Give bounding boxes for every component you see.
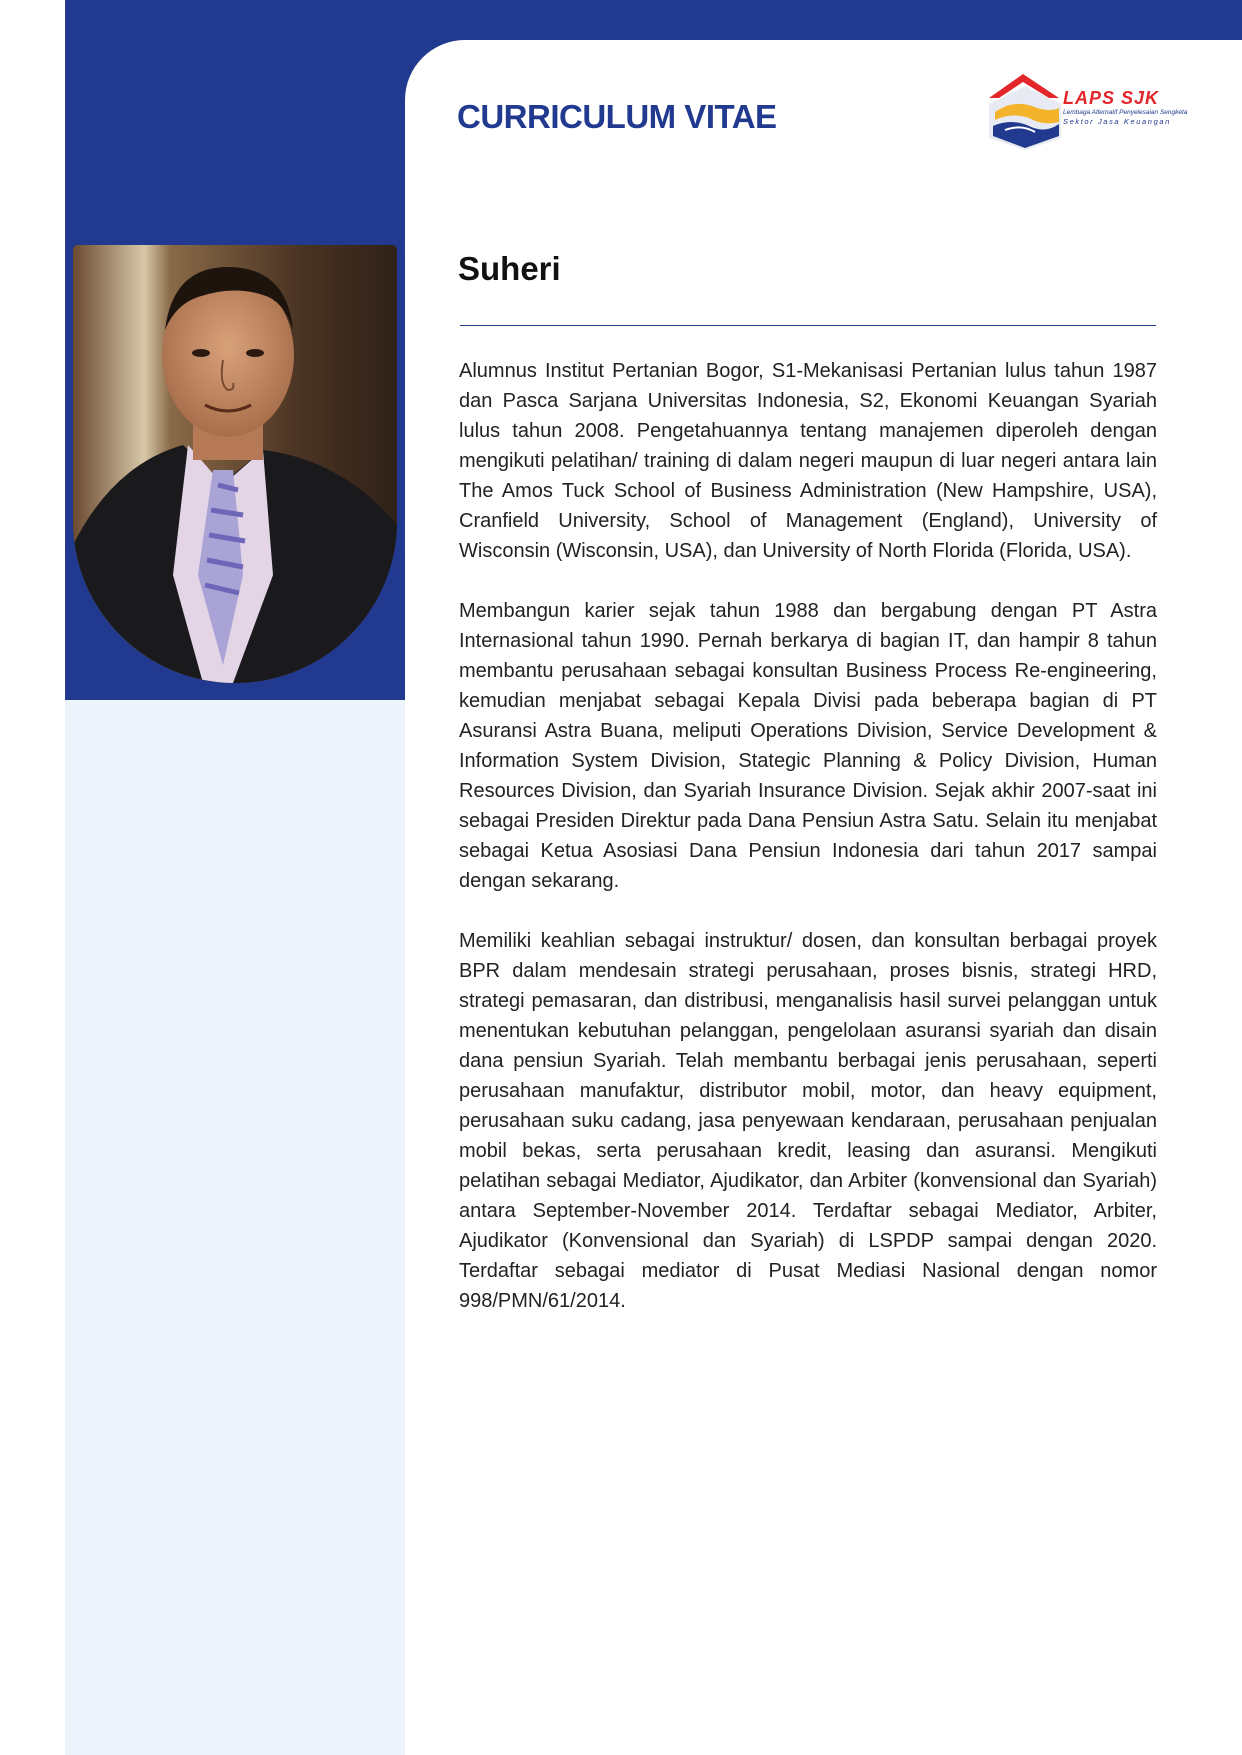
page-title: CURRICULUM VITAE	[457, 98, 777, 135]
biography	[459, 356, 1157, 1346]
left-margin-panel	[0, 0, 65, 1755]
sidebar-pale-band	[65, 700, 405, 1755]
bio-paragraph-expertise: Memiliki keahlian sebagai instruktur/ dosen, dan konsultan berbagai proyek BPR dalam mendesain strategi perusahaan, proses bisnis, strategi HRD, strategi pemasaran, dan distribusi, menganalisis hasil survei pelanggan untuk menentukan kebutuhan pelanggan, pengelolaan asuransi syariah dan disain dana pensiun Syariah. Telah membantu berbagai jenis perusahaan, seperti perusahaan manufaktur, distributor mobil, motor, dan heavy equipment, perusahaan suku cadang, jasa penyewaan kendaraan, perusahaan penjualan mobil bekas, serta perusahaan kredit, leasing dan asuransi. Mengikuti pelatihan sebagai Mediator, Ajudikator, dan Arbiter (konvensional dan Syariah) antara September-November 2014. Terdaftar sebagai Mediator, Arbiter, Ajudikator (Konvensional dan Syariah) di LSPDP sampai dengan 2020. Terdaftar sebagai mediator di Pusat Mediasi Nasional dengan nomor 998/PMN/61/2014.	[459, 930, 1157, 1312]
portrait-photo	[68, 240, 402, 688]
bio-paragraph-education: Alumnus Institut Pertanian Bogor, S1-Mekanisasi Pertanian lulus tahun 1987 dan Pasca Sarjana Universitas Indonesia, S2, Ekonomi Keuangan Syariah lulus tahun 2008. Pengetahuannya tentang manajemen diperoleh dengan mengikuti pelatihan/ training di dalam negeri maupun di luar negeri antara lain The Amos Tuck School of Business Administration (New Hampshire, USA), Cranfield University, School of Management (England), University of Wisconsin (Wisconsin, USA), dan University of North Florida (Florida, USA).	[459, 360, 1157, 562]
person-name: Suheri	[458, 250, 561, 287]
logo-name: LAPS SJK	[1063, 88, 1160, 108]
name-divider	[460, 325, 1156, 326]
bio-paragraph-career: Membangun karier sejak tahun 1988 dan bergabung dengan PT Astra Internasional tahun 1990. Pernah berkarya di bagian IT, dan hampir 8 tahun membantu perusahaan sebagai konsultan Business Process Re-engineering, kemudian menjabat sebagai Kepala Divisi pada beberapa bagian di PT Asuransi Astra Buana, meliputi Operations Division, Service Development & Information System Division, Stategic Planning & Policy Division, Human Resources Division, dan Syariah Insurance Division. Sejak akhir 2007-saat ini sebagai Presiden Direktur pada Dana Pensiun Astra Satu. Selain itu menjabat sebagai Ketua Asosiasi Dana Pensiun Indonesia dari tahun 2017 sampai dengan sekarang.	[459, 600, 1157, 892]
logo-subtitle-2: Sektor Jasa Keuangan	[1063, 117, 1171, 126]
logo-subtitle-1: Lembaga Alternatif Penyelesaian Sengketa	[1063, 109, 1188, 116]
logo-text-block	[1063, 88, 1193, 126]
